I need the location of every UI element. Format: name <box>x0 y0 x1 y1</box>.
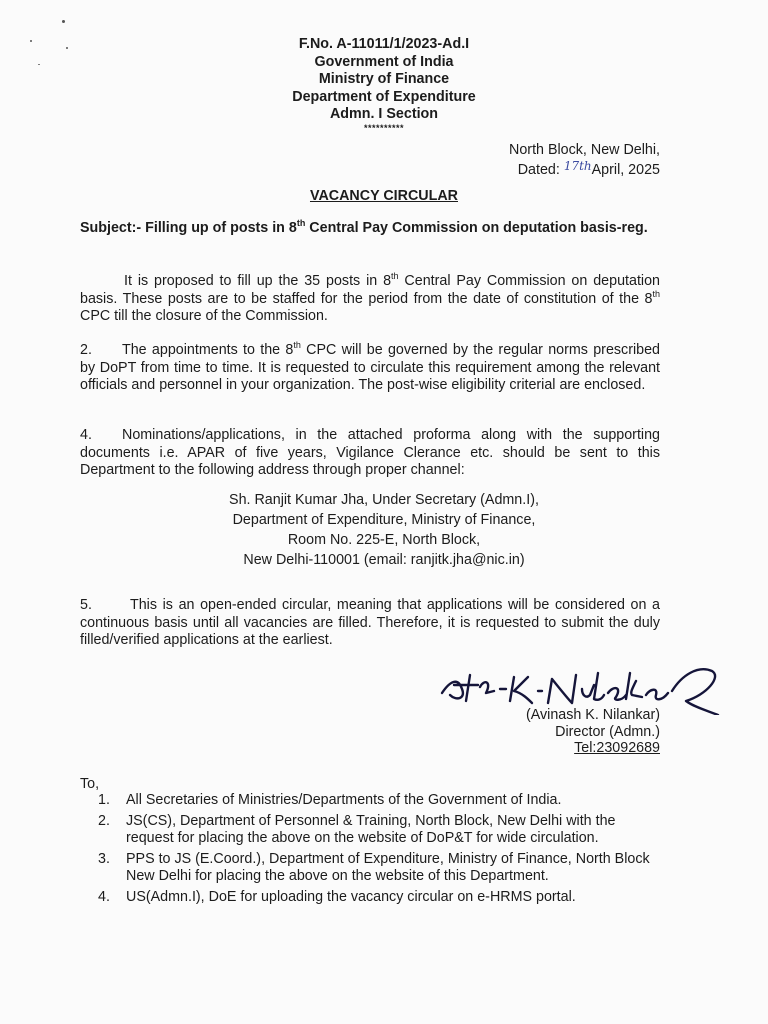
recipient-item <box>80 813 660 848</box>
recipient-number: 4. <box>98 888 110 905</box>
letter-header <box>0 36 768 133</box>
paragraph-5 <box>80 597 660 650</box>
recipient-text: JS(CS), Department of Personnel & Training, North Block, New Delhi with the request for placing the above on the website of DoP&T for wide circulation. <box>126 812 616 846</box>
signatory-name: (Avinash K. Nilankar) <box>525 707 660 723</box>
subject-sup: th <box>296 218 306 229</box>
government-name: Government of India <box>314 53 454 70</box>
recipient-item <box>80 792 660 810</box>
para2-number: 2. <box>80 342 92 358</box>
para2-text-b: CPC will be governed by the regular norms prescribed by DoPT from time to time. It is requested to circulate this requirement among the relevant officials and personnel in your organization. The post-wise eligibility criterial are enclosed. <box>80 342 660 393</box>
para1-sup-1: th <box>391 271 399 282</box>
recipients-list <box>80 792 660 909</box>
para1-sup-2: th <box>652 288 660 299</box>
address-line-3: Room No. 225-E, North Block, <box>287 532 481 548</box>
paragraph-4 <box>80 427 660 480</box>
para2-text-a: The appointments to the 8 <box>122 342 294 358</box>
department-name: Department of Expenditure <box>292 88 476 105</box>
to-label: To, <box>80 776 100 792</box>
dated-label: Dated: <box>517 162 560 178</box>
address-line-2: Department of Expenditure, Ministry of Finance, <box>232 512 536 528</box>
ministry-name: Ministry of Finance <box>318 71 450 88</box>
recipient-number: 2. <box>98 812 110 829</box>
paragraph-1 <box>80 273 660 326</box>
recipient-text: PPS to JS (E.Coord.), Department of Expenditure, Ministry of Finance, North Block New Delhi for placing the above on the website of this Department. <box>126 850 650 884</box>
signatory-designation: Director (Admn.) <box>555 723 660 740</box>
address-block <box>0 490 768 570</box>
signatory-block <box>526 707 660 757</box>
handwritten-date: 17th <box>563 159 592 173</box>
para2-sup: th <box>293 340 301 351</box>
section-name: Admn. I Section <box>329 106 439 123</box>
handwritten-signature <box>436 655 726 715</box>
recipient-item <box>80 851 660 886</box>
header-stars: ********** <box>363 122 405 133</box>
paragraph-2 <box>80 342 660 395</box>
para4-number: 4. <box>80 427 92 443</box>
subject-rest: Central Pay Commission on deputation basis-reg. <box>305 220 648 236</box>
dated-month-year: April, 2025 <box>591 162 660 178</box>
para5-number: 5. <box>80 597 92 613</box>
para1-text-b: Central Pay Commission on deputation basis. These posts are to be staffed for the period from the date of constitution of the 8 <box>80 273 660 307</box>
subject-line <box>80 220 660 238</box>
place-location: North Block, New Delhi, <box>509 142 660 158</box>
address-line-4: New Delhi-110001 (email: ranjitk.jha@nic.in) <box>243 552 525 568</box>
date-line <box>509 160 660 180</box>
signatory-telephone: Tel:23092689 <box>574 740 660 756</box>
subject-prefix: Subject:- Filling up of posts in 8 <box>80 220 297 236</box>
para1-text-a: It is proposed to fill up the 35 posts in 8 <box>124 273 392 289</box>
recipient-number: 3. <box>98 850 110 867</box>
file-number: F.No. A-11011/1/2023-Ad.I <box>298 36 470 52</box>
circular-title: VACANCY CIRCULAR <box>309 188 458 204</box>
para5-text: This is an open-ended circular, meaning that applications will be considered on a continuous basis until all vacancies are filled. Therefore, it is requested to submit the duly filled/verified applications at the earliest. <box>80 597 660 648</box>
para1-text-c: CPC till the closure of the Commission. <box>80 308 328 324</box>
recipient-item <box>80 889 660 907</box>
recipient-number: 1. <box>98 792 110 808</box>
place-date-block <box>509 140 660 180</box>
address-line-1: Sh. Ranjit Kumar Jha, Under Secretary (Admn.I), <box>229 492 539 508</box>
para4-text: Nominations/applications, in the attached proforma along with the supporting documents i.e. APAR of five years, Vigilance Clerance etc. should be sent to this Department to the following address through proper channel: <box>80 427 660 478</box>
recipient-text: All Secretaries of Ministries/Departments of the Government of India. <box>126 792 562 808</box>
recipient-text: US(Admn.I), DoE for uploading the vacancy circular on e-HRMS portal. <box>126 888 576 905</box>
